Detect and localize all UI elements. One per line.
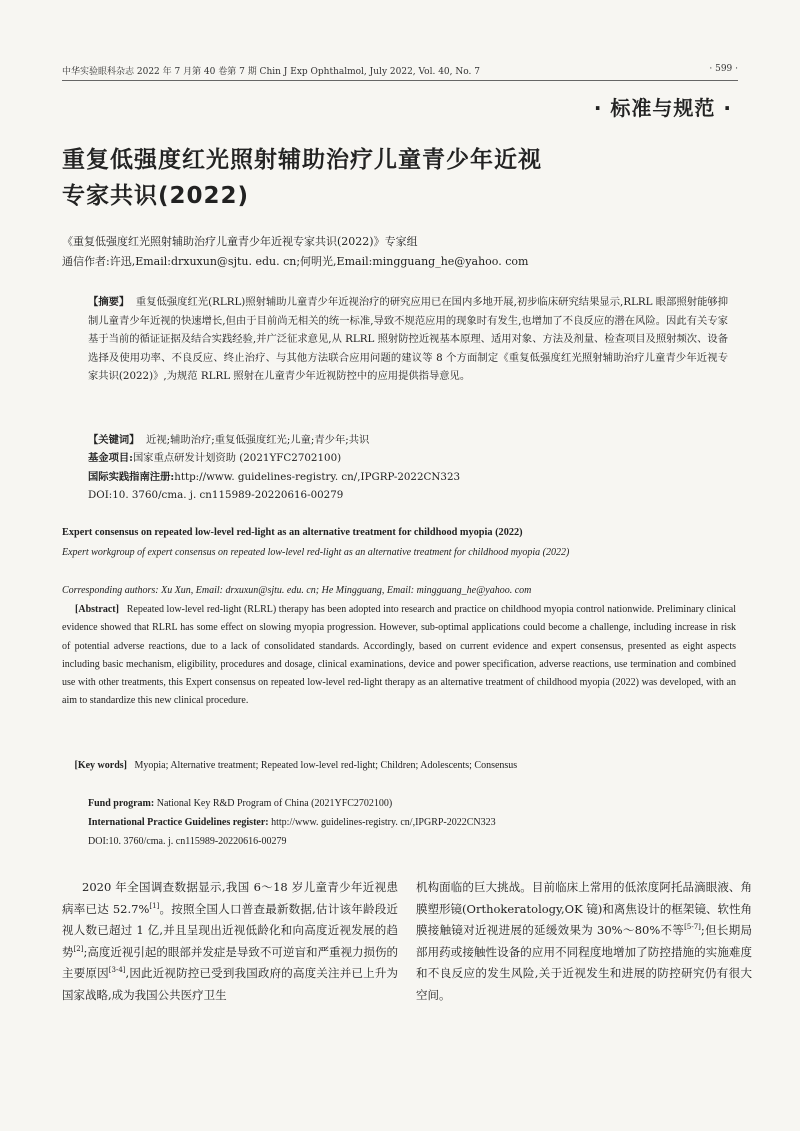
keywords-text: 近视;辅助治疗;重复低强度红光;儿童;青少年;共识	[146, 434, 370, 446]
body-text: 。按照全国人口普查最新数据,估计该年龄段近视人数已超过 1 亿,并且呈现出近视低龄化和向高度近视发展的趋势	[62, 901, 398, 959]
english-title: Expert consensus on repeated low-level red-light as an alternative treatment for childhood myopia (2022)	[62, 527, 523, 538]
author-block	[62, 232, 742, 272]
en-abstract-label: [Abstract]	[75, 604, 119, 615]
section-label: · 标准与规范 ·	[593, 96, 732, 120]
title-line-1: 重复低强度红光照射辅助治疗儿童青少年近视	[62, 147, 542, 173]
citation-ref[interactable]: [1]	[149, 901, 160, 910]
expert-group: 《重复低强度红光照射辅助治疗儿童青少年近视专家共识(2022)》专家组	[62, 235, 418, 248]
cn-doi: DOI:10. 3760/cma. j. cn115989-20220616-00279	[88, 489, 344, 501]
body-text: ;高度近视引起的眼部并发症是导致不可逆盲和严重视力损伤的主要原因	[62, 944, 399, 980]
citation-ref[interactable]: [2]	[73, 944, 84, 953]
cn-register	[88, 468, 728, 486]
title-line-2: 专家共识(2022)	[62, 183, 250, 209]
article-title	[62, 142, 702, 214]
register-link[interactable]: http://www. guidelines-registry. cn/,IPGRP-2022CN323	[174, 471, 461, 483]
body-text: ,因此近视防控已受到我国政府的高度关注并已上升为国家战略,成为我国公共医疗卫生	[62, 966, 399, 1002]
corresponding-authors: 通信作者:许迅,Email:drxuxun@sjtu. edu. cn;何明光,Email:mingguang_he@yahoo. com	[62, 255, 529, 268]
register-label: 国际实践指南注册:	[88, 471, 175, 483]
body-text: ;但长期局部用药或接触性设备的应用不同程度地增加了防控措施的实施难度和不良反应的发生风险,关于近视发生和进展的防控研究仍有很大空间。	[416, 923, 752, 1002]
english-expert-group: Expert workgroup of expert consensus on repeated low-level red-light as an alternative treatment for childhood myopia (2022)	[62, 547, 570, 558]
citation-ref[interactable]: [5-7]	[684, 923, 701, 932]
header-rule	[62, 80, 738, 81]
body-text: 2020 年全国调查数据显示,我国 6～18 岁儿童青少年近视患病率已达 52.7%	[62, 880, 398, 916]
page-number: · 599 ·	[709, 64, 738, 74]
en-register-label: International Practice Guidelines register:	[88, 817, 269, 828]
en-fund-label: Fund program:	[88, 798, 155, 809]
body-column-right	[416, 877, 752, 1006]
body-text: 机构面临的巨大挑战。目前临床上常用的低浓度阿托品滴眼液、角膜塑形镜(Orthokeratology,OK 镜)和离焦设计的框架镜、软性角膜接触镜对近视进展的延缓效果为 30%～80%不等	[416, 880, 752, 937]
running-header	[62, 64, 738, 77]
english-corresponding: Corresponding authors: Xu Xun, Email: drxuxun@sjtu. edu. cn; He Mingguang, Email: mingguang_he@yahoo. com	[62, 585, 532, 596]
english-register	[88, 814, 738, 832]
fund-label: 基金项目:	[88, 452, 133, 464]
english-keywords	[62, 757, 736, 775]
fund-text: 国家重点研发计划资助 (2021YFC2702100)	[133, 452, 342, 464]
en-abstract-text: Repeated low-level red-light (RLRL) therapy has been adopted into research and practice on childhood myopia control nationwide. Preliminary clinical evidence showed that RLRL has some effect on slowing myopia progression. However, sub-optimal applications could become a challenge, including increase in risk of potential adverse reactions, due to a lack of consolidated standards. Accordingly, based on current evidence and expert consensus, presented as eight aspects including basic mechanism, eligibility, procedures and dosage, clinical examinations, device and power specification, adverse reactions, use termination and combined use with other treatments, this Expert consensus on repeated low-level red-light therapy as an alternative treatment of childhood myopia (2022) was developed, with an aim to standardize this new clinical procedure.	[62, 604, 737, 707]
cn-fund	[88, 449, 728, 467]
body-column-left	[62, 877, 398, 1006]
abstract-label: 【摘要】	[88, 296, 130, 308]
english-doi: DOI:10. 3760/cma. j. cn115989-20220616-00279	[88, 836, 287, 847]
en-keywords-text: Myopia; Alternative treatment; Repeated low-level red-light; Children; Adolescents; Consensus	[134, 760, 518, 771]
en-fund-text: National Key R&D Program of China (2021YFC2702100)	[156, 798, 393, 809]
cn-keywords	[88, 431, 728, 449]
journal-citation: 中华实验眼科杂志 2022 年 7 月第 40 卷第 7 期 Chin J Exp Ophthalmol, July 2022, Vol. 40, No. 7	[62, 67, 480, 77]
english-fund	[88, 795, 738, 813]
citation-ref[interactable]: [3-4]	[108, 966, 126, 975]
en-keywords-label: [Key words]	[74, 760, 127, 771]
en-register-link[interactable]: http://www. guidelines-registry. cn/,IPGRP-2022CN323	[271, 817, 496, 828]
keywords-label: 【关键词】	[88, 434, 140, 446]
abstract-text: 重复低强度红光(RLRL)照射辅助儿童青少年近视治疗的研究应用已在国内多地开展,初步临床研究结果显示,RLRL 眼部照射能够抑制儿童青少年近视的快速增长,但由于目前尚无相关的统一标准,导致不规范应用的现象时有发生,也增加了不良反应的潜在风险。因此有关专家基于当前的循证证据及结合实践经验,并广泛征求意见,从 RLRL 照射防控近视基本原理、适用对象、方法及剂量、检查项目及照射频次、设备选择及使用功率、不良反应、终止治疗、与其他方法联合应用问题的建议等 8 个方面制定《重复低强度红光照射辅助治疗儿童青少年近视专家共识(2022)》,为规范 RLRL 照射在儿童青少年近视防控中的应用提供指导意见。	[88, 296, 729, 382]
chinese-abstract	[88, 293, 728, 386]
english-abstract	[62, 601, 736, 711]
